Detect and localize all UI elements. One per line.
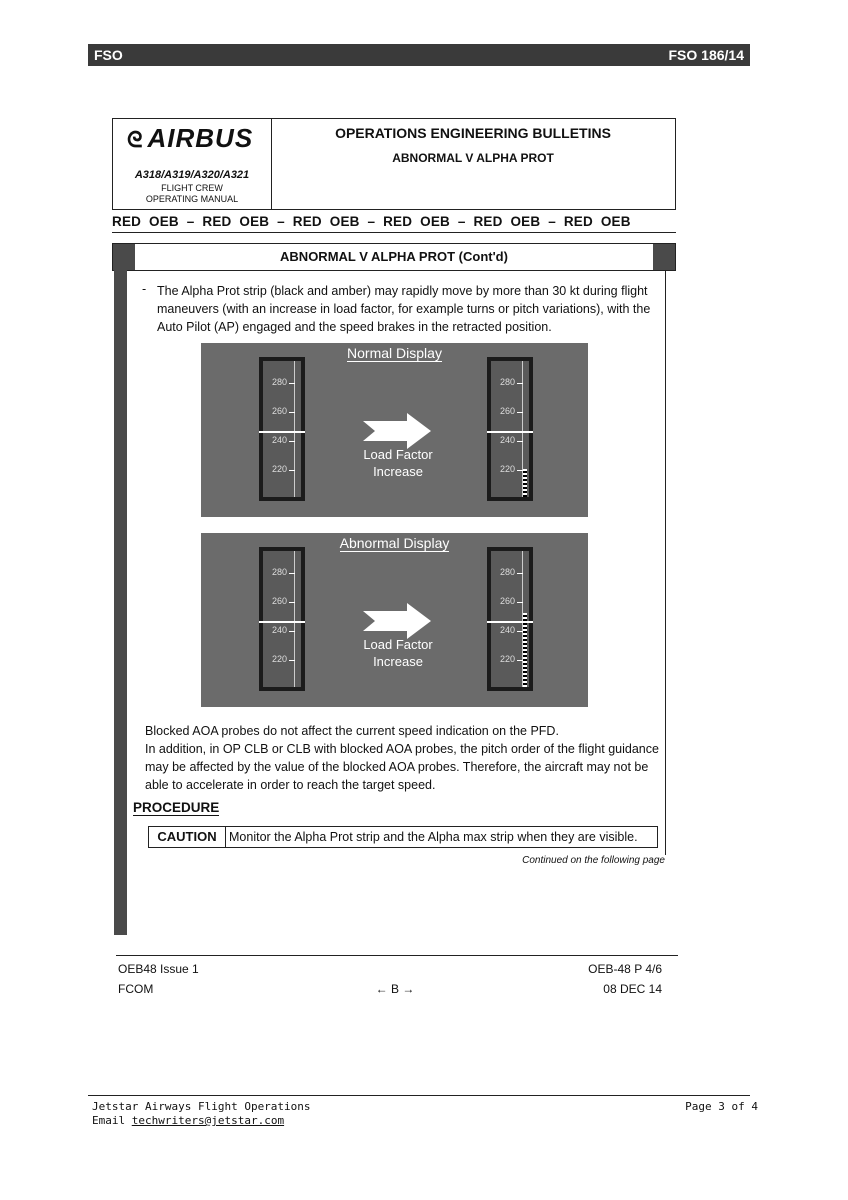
tick-label: 280 (271, 567, 287, 577)
caution-label: CAUTION (149, 827, 226, 847)
email-link[interactable]: techwriters@jetstar.com (131, 1114, 285, 1127)
tick-label: 240 (271, 625, 287, 635)
airbus-logo-text: AIRBUS (147, 123, 254, 153)
arrow-label-line2: Increase (373, 464, 423, 479)
tick-label: 260 (271, 406, 287, 416)
tick-label: 260 (271, 596, 287, 606)
tick-label: 240 (271, 435, 287, 445)
email-line (92, 1114, 284, 1127)
footer-page-ref: OEB-48 P 4/6 (588, 962, 662, 976)
aircraft-models: A318/A319/A320/A321 (134, 169, 250, 181)
section-bar-left (113, 244, 135, 270)
page-footer-divider (88, 1095, 750, 1096)
speed-tape-left (259, 547, 305, 691)
airbus-swirl-icon: ᘓ (127, 127, 144, 152)
tick-label: 220 (271, 654, 287, 664)
arrow-label-line2: Increase (373, 654, 423, 669)
caution-box (148, 826, 658, 848)
body-line1: Blocked AOA probes do not affect the current speed indication on the PFD. (145, 724, 559, 738)
divider (112, 232, 676, 233)
normal-display-title: Normal Display (347, 345, 442, 361)
body-line2: In addition, in OP CLB or CLB with blocked AOA probes, the pitch order of the flight guidance may be affected by the value of the blocked AOA probes. Therefore, the aircraft may not be able to accelerate in order to reach the target speed. (145, 742, 659, 792)
load-factor-arrow-icon (361, 603, 433, 639)
document-header (112, 118, 676, 210)
abnormal-display-title: Abnormal Display (339, 535, 450, 551)
tick-label: 280 (271, 377, 287, 387)
red-oeb-banner: RED OEB – RED OEB – RED OEB – RED OEB – RED OEB – RED OEB (112, 214, 631, 229)
page-number: Page 3 of 4 (685, 1100, 758, 1113)
tick-label: 220 (499, 464, 515, 474)
manual-name-line2: OPERATING MANUAL (145, 194, 239, 204)
speed-tape-left (259, 357, 305, 501)
email-label: Email (92, 1114, 126, 1127)
footer-date: 08 DEC 14 (603, 982, 662, 996)
footer-fcom: FCOM (118, 982, 154, 996)
tick-label: 260 (499, 406, 515, 416)
tick-label: 260 (499, 596, 515, 606)
load-factor-arrow-icon (361, 413, 433, 449)
arrow-label-line1: Load Factor (363, 637, 433, 652)
tick-label: 220 (499, 654, 515, 664)
alpha-prot-strip (523, 613, 527, 687)
airbus-logo (127, 123, 253, 154)
org-name: Jetstar Airways Flight Operations (92, 1100, 311, 1113)
manual-name-line1: FLIGHT CREW (161, 183, 223, 193)
tick-label: 240 (499, 625, 515, 635)
normal-display-figure (201, 343, 588, 517)
body-text (145, 722, 665, 794)
fso-label: FSO (94, 47, 123, 63)
continued-note: Continued on the following page (522, 855, 665, 866)
alpha-prot-strip (523, 469, 527, 497)
procedure-heading: PROCEDURE (133, 800, 220, 815)
abnormal-display-figure (201, 533, 588, 707)
bullet-text: The Alpha Prot strip (black and amber) may rapidly move by more than 30 kt during flight maneuvers (with an increase in load factor, for example turns or pitch variations), with the Auto Pilot (AP) engaged and the speed brakes in the retracted position. (157, 284, 651, 334)
logo-cell (113, 119, 272, 209)
fso-header-bar (88, 44, 750, 66)
section-header (112, 243, 676, 271)
bullet-dash: - (142, 282, 147, 296)
speed-tape-right (487, 547, 533, 691)
tick-label: 280 (499, 377, 515, 387)
footer-divider (116, 955, 678, 956)
speed-tape-right (487, 357, 533, 501)
footer-issue: OEB48 Issue 1 (118, 962, 199, 976)
document-title: OPERATIONS ENGINEERING BULLETINS (335, 125, 611, 141)
footer-revision: ← B → (375, 982, 415, 996)
document-subtitle: ABNORMAL V ALPHA PROT (392, 151, 554, 165)
section-title: ABNORMAL V ALPHA PROT (Cont'd) (280, 249, 508, 264)
fso-number: FSO 186/14 (668, 47, 744, 63)
right-border (665, 270, 666, 855)
arrow-label-line1: Load Factor (363, 447, 433, 462)
revision-bar (114, 270, 127, 935)
tick-label: 240 (499, 435, 515, 445)
tick-label: 220 (271, 464, 287, 474)
tick-label: 280 (499, 567, 515, 577)
caution-text: Monitor the Alpha Prot strip and the Alpha max strip when they are visible. (229, 830, 638, 844)
section-bar-right (653, 244, 675, 270)
